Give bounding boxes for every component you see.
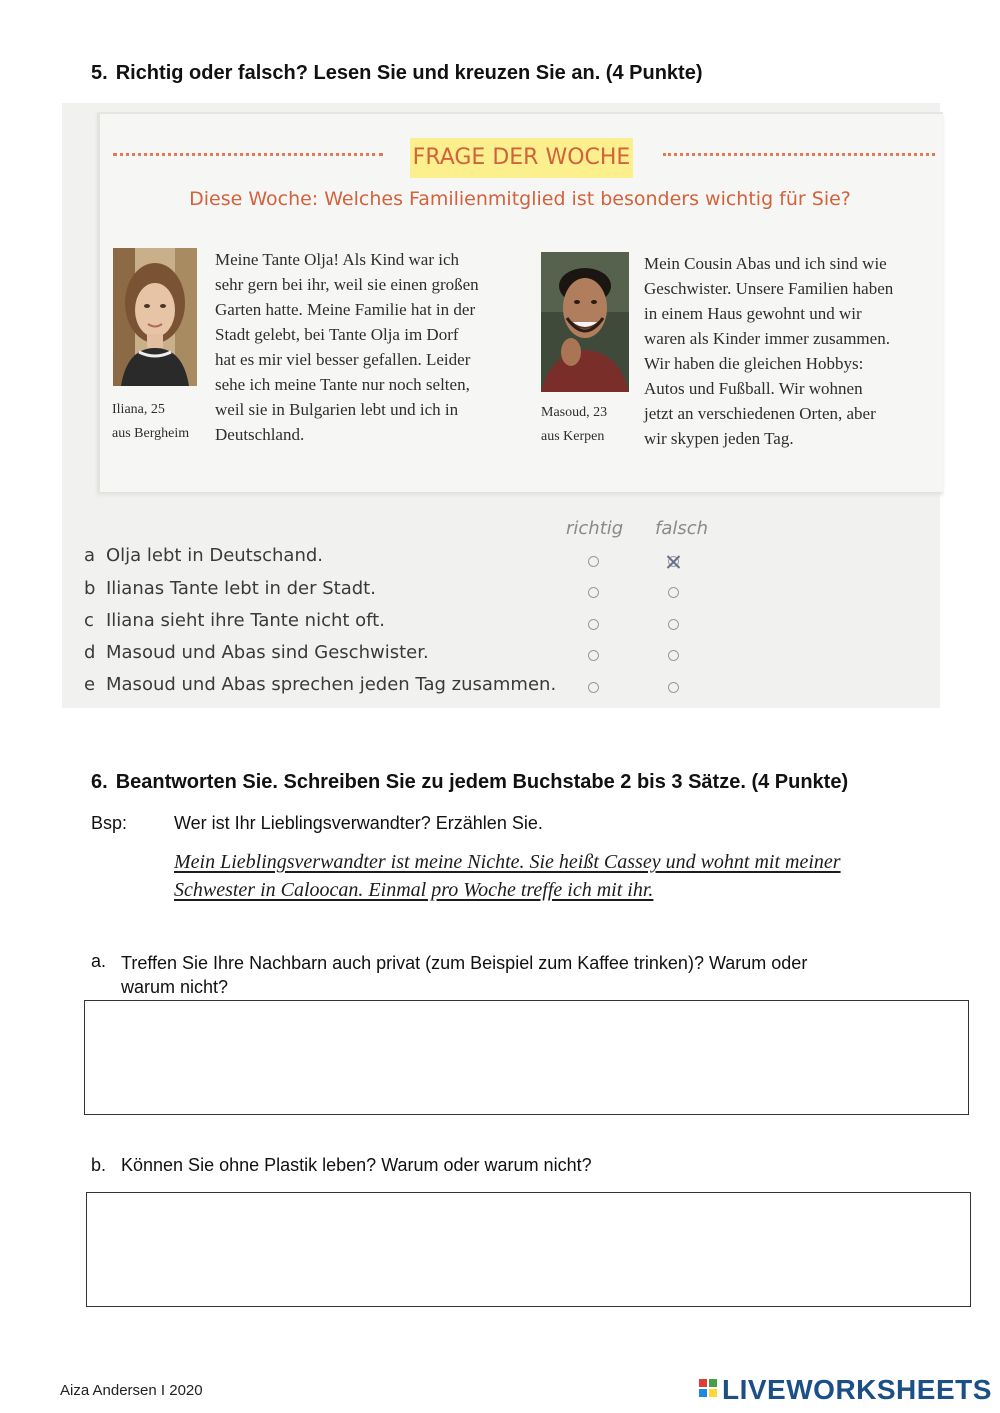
- liveworksheets-logo-icon: [699, 1379, 721, 1403]
- richtig-radio[interactable]: [588, 682, 599, 693]
- text-line: jetzt an verschiedenen Orten, aber: [644, 404, 876, 423]
- statement-row-e: [84, 674, 844, 706]
- falsch-radio[interactable]: [668, 650, 679, 661]
- falsch-radio[interactable]: [668, 587, 679, 598]
- text-line: in einem Haus gewohnt und wir: [644, 304, 862, 323]
- falsch-radio[interactable]: [668, 556, 679, 567]
- section-5-title: Richtig oder falsch? Lesen Sie und kreuzen Sie an. (4 Punkte): [115, 62, 703, 84]
- example-label: Bsp:: [91, 813, 128, 833]
- statement-row-d: [84, 642, 844, 674]
- text-line: sehe ich meine Tante nur noch selten,: [215, 375, 470, 394]
- text-line: waren als Kinder immer zusammen.: [644, 329, 890, 348]
- question-b-text: Können Sie ohne Plastik leben? Warum oder warum nicht?: [121, 1155, 592, 1175]
- statement-row-a: [84, 545, 844, 577]
- question-a-line: Treffen Sie Ihre Nachbarn auch privat (zum Beispiel zum Kaffee trinken)? Warum oder: [121, 953, 808, 973]
- text-line: Stadt gelebt, bei Tante Olja im Dorf: [215, 325, 459, 344]
- iliana-name: Iliana, 25: [112, 402, 165, 417]
- masoud-caption: [541, 401, 607, 449]
- statement-text: Ilianas Tante lebt in der Stadt.: [106, 578, 376, 599]
- example-answer-line: Mein Lieblingsverwandter ist meine Nichte. Sie heißt Cassey und wohnt mit meiner: [174, 851, 841, 873]
- text-line: Garten hatte. Meine Familie hat in der: [215, 300, 476, 319]
- footer-author: Aiza Andersen I 2020: [60, 1382, 203, 1399]
- statement-letter: c: [84, 610, 94, 631]
- question-a-line: warum nicht?: [121, 977, 229, 997]
- statement-row-c: [84, 610, 844, 642]
- iliana-text: [215, 247, 530, 447]
- section-5-heading: [91, 62, 702, 85]
- answer-box-a[interactable]: [84, 1000, 969, 1115]
- falsch-radio[interactable]: [668, 682, 679, 693]
- statement-text: Olja lebt in Deutschand.: [106, 545, 324, 566]
- section-6-heading: [91, 771, 848, 794]
- answer-box-b[interactable]: [86, 1192, 971, 1307]
- text-line: Autos und Fußball. Wir wohnen: [644, 379, 863, 398]
- text-line: Geschwister. Unsere Familien haben: [644, 279, 894, 298]
- masoud-photo: [541, 252, 629, 392]
- liveworksheets-logo[interactable]: LIVEWORKSHEETS: [722, 1374, 992, 1405]
- reading-subtitle: Diese Woche: Welches Familienmitglied ist besonders wichtig für Sie?: [189, 188, 851, 210]
- text-line: Deutschland.: [215, 425, 305, 444]
- masoud-text: [644, 251, 938, 451]
- masoud-name: Masoud, 23: [541, 405, 608, 420]
- question-a-text: [121, 951, 921, 999]
- statement-row-b: [84, 578, 844, 610]
- richtig-column-header: richtig: [566, 518, 624, 539]
- text-line: weil sie in Bulgarien lebt und ich in: [215, 400, 459, 419]
- reading-title: FRAGE DER WOCHE: [410, 138, 633, 178]
- masoud-origin: aus Kerpen: [541, 429, 605, 444]
- text-line: Wir haben die gleichen Hobbys:: [644, 354, 864, 373]
- right-dotted-rule: [663, 153, 935, 156]
- example-answer: [174, 848, 934, 904]
- question-a-letter: a.: [91, 951, 107, 971]
- statement-letter: b: [84, 578, 96, 599]
- iliana-origin: aus Bergheim: [112, 426, 190, 441]
- statement-text: Iliana sieht ihre Tante nicht oft.: [106, 610, 385, 631]
- richtig-radio[interactable]: [588, 556, 599, 567]
- statement-letter: d: [84, 642, 96, 663]
- statement-text: Masoud und Abas sind Geschwister.: [106, 642, 429, 663]
- falsch-radio[interactable]: [668, 619, 679, 630]
- richtig-radio[interactable]: [588, 587, 599, 598]
- iliana-caption: [112, 398, 189, 446]
- example-question: Wer ist Ihr Lieblingsverwandter? Erzählen Sie.: [174, 813, 543, 833]
- text-line: hat es mir viel besser gefallen. Leider: [215, 350, 471, 369]
- falsch-column-header: falsch: [655, 518, 709, 539]
- left-dotted-rule: [113, 153, 383, 156]
- section-5-number: 5.: [91, 62, 108, 84]
- question-b-letter: b.: [91, 1155, 107, 1175]
- statement-text: Masoud und Abas sprechen jeden Tag zusammen.: [106, 674, 557, 695]
- text-line: Mein Cousin Abas und ich sind wie: [644, 254, 887, 273]
- section-6-number: 6.: [91, 771, 108, 793]
- text-line: wir skypen jeden Tag.: [644, 429, 794, 448]
- iliana-photo: [113, 248, 197, 386]
- richtig-radio[interactable]: [588, 650, 599, 661]
- example-answer-line: Schwester in Caloocan. Einmal pro Woche treffe ich mit ihr.: [174, 879, 654, 901]
- statement-letter: e: [84, 674, 96, 695]
- richtig-radio[interactable]: [588, 619, 599, 630]
- text-line: sehr gern bei ihr, weil sie einen großen: [215, 275, 479, 294]
- section-6-title: Beantworten Sie. Schreiben Sie zu jedem Buchstabe 2 bis 3 Sätze. (4 Punkte): [115, 771, 849, 793]
- text-line: Meine Tante Olja! Als Kind war ich: [215, 250, 459, 269]
- statement-letter: a: [84, 545, 96, 566]
